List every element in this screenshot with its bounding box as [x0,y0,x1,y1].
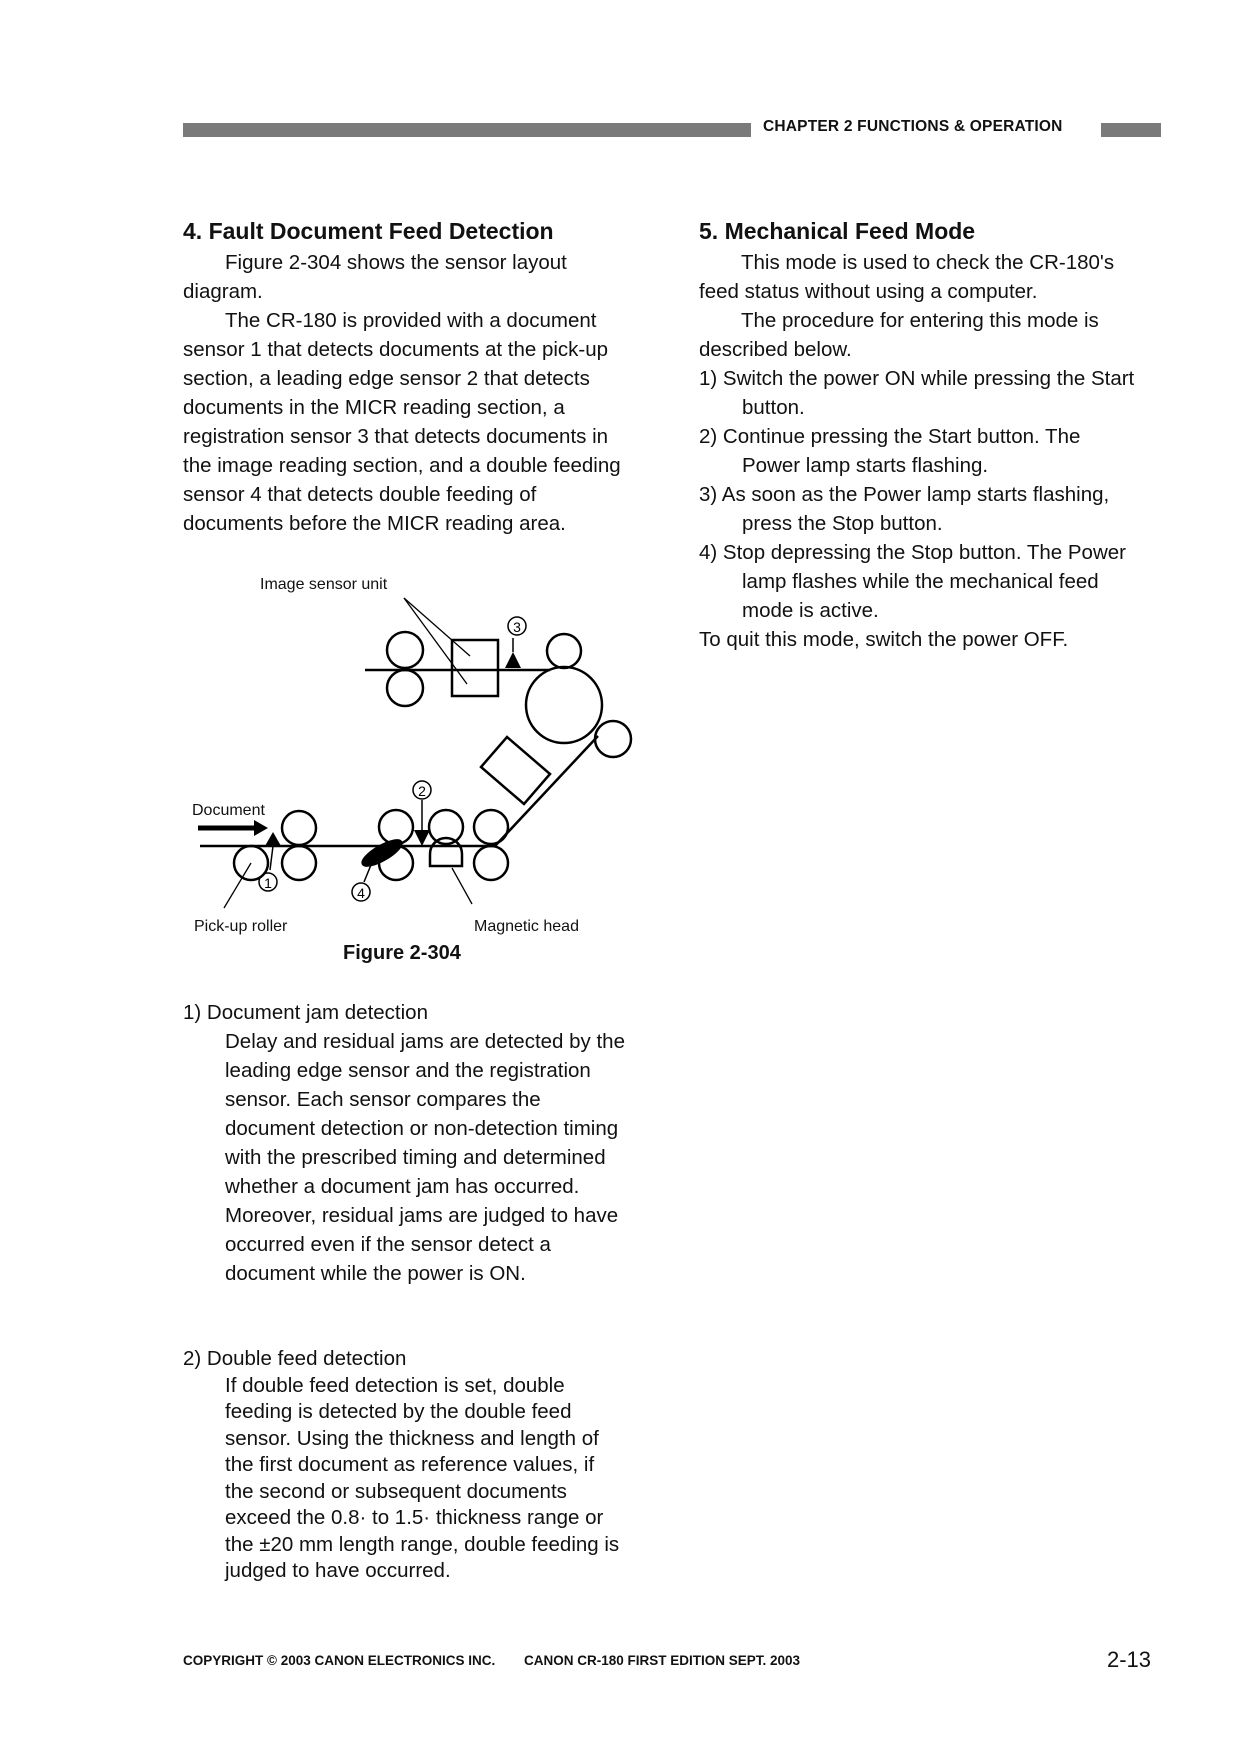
footer-edition: CANON CR-180 FIRST EDITION SEPT. 2003 [524,1653,801,1668]
lower-roller [474,810,508,844]
label-image-sensor-unit: Image sensor unit [260,576,388,593]
page-number: 2-13 [1107,1647,1152,1672]
pickup-roller-leader [224,863,251,908]
left-item-1 [183,998,625,1288]
label-pickup-roller: Pick-up roller [194,918,288,935]
section-heading-mechanical-feed: 5. Mechanical Feed Mode [699,218,976,244]
chapter-title: CHAPTER 2 FUNCTIONS & OPERATION [763,118,1063,135]
step: 4) Stop depressing the Stop button. The Power lamp flashes while the mechanical feed mode is active. [699,541,1126,622]
marker-3-text: 3 [513,619,521,635]
paragraph: Figure 2-304 shows the sensor layout diagram. [183,251,567,303]
upper-roller [387,670,423,706]
step: 2) Continue pressing the Start button. The Power lamp starts flashing. [699,425,1081,477]
sensor-layout-figure [190,578,640,948]
feed-drum [526,667,602,743]
marker-2-text: 2 [418,783,426,799]
magnetic-head-leader [452,868,472,904]
label-document: Document [192,802,265,819]
label-leader [404,598,470,656]
lower-roller [379,810,413,844]
item-title: 2) Double feed detection [183,1347,407,1370]
section-heading-fault-detection: 4. Fault Document Feed Detection [183,218,554,244]
left-item-2 [183,1346,625,1585]
marker-1-text: 1 [264,875,272,891]
marker-4-text: 4 [357,885,365,901]
upper-roller [387,632,423,668]
double-feed-sensor-mark [359,836,404,870]
item-body: Delay and residual jams are detected by the leading edge sensor and the registration sensor. Each sensor compares the document detection or non-detection timing with the prescribed timing and determined whether a document jam has occurred. Moreover, residual jams are judged to have occurred even if the sensor detect a document while the power is ON. [225,1030,625,1285]
upper-roller [547,634,581,668]
step: 3) As soon as the Power lamp starts flashing, press the Stop button. [699,483,1110,535]
image-sensor-box [452,640,498,696]
figure-caption: Figure 2-304 [343,942,461,964]
document-arrow-head [254,820,268,836]
label-magnetic-head: Magnetic head [474,918,579,935]
paragraph: The procedure for entering this mode is described below. [699,309,1099,361]
closing-note: To quit this mode, switch the power OFF. [699,628,1069,651]
diagonal-unit [481,737,550,804]
header-rule-right [1101,123,1161,137]
leading-edge-sensor-mark [414,830,430,846]
step: 1) Switch the power ON while pressing the Start button. [699,367,1135,419]
sensor-layout-diagram [190,578,640,948]
footer-copyright: COPYRIGHT © 2003 CANON ELECTRONICS INC. [183,1653,496,1668]
right-body [699,248,1141,654]
paragraph: This mode is used to check the CR-180's feed status without using a computer. [699,251,1115,303]
lower-roller [282,811,316,845]
registration-sensor-mark [505,652,521,668]
drum-roller [595,721,631,757]
lower-roller [474,846,508,880]
magnetic-head-shape [430,838,462,866]
document-sensor-mark [265,832,281,846]
paragraph: The CR-180 is provided with a document sensor 1 that detects documents at the pick-up section, a leading edge sensor 2 that detects documents in the MICR reading section, a registration sensor 3 that detects documents in the image reading section, and a double feeding sensor 4 that detects double feeding of documents before the MICR reading area. [183,309,621,535]
left-intro [183,248,623,538]
item-body: If double feed detection is set, double feeding is detected by the double feed sensor. Using the thickness and length of the first document as reference values, if the second or subsequent documents exceed the 0.8· to 1.5· thickness range or the ±20 mm length range, double feeding is judged to have occurred. [225,1373,620,1582]
lower-roller [282,846,316,880]
item-title: 1) Document jam detection [183,1001,428,1024]
header-rule-left [183,123,751,137]
